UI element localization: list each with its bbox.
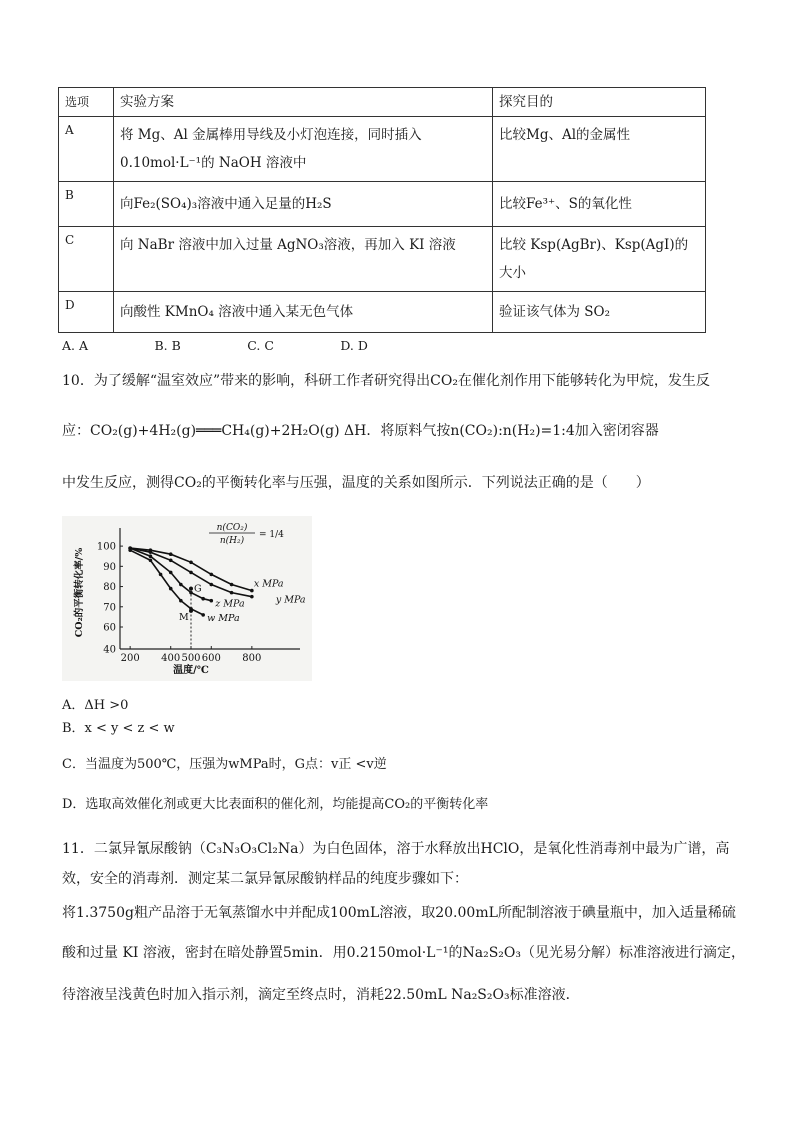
q10-line1: 10．为了缓解“温室效应”带来的影响，科研工作者研究得出CO₂在催化剂作用下能够转化为甲烷，发生反 xyxy=(62,373,710,389)
series-point xyxy=(128,548,132,552)
q11-line3: 将1.3750g粗产品溶于无氧蒸馏水中并配成100mL溶液，取20.00mL所配制溶液于碘量瓶中，加入适量稀硫 xyxy=(62,905,736,921)
table-row xyxy=(59,227,706,292)
ratio-denominator: n(H₂) xyxy=(219,536,245,546)
x-tick-label: 500 xyxy=(181,653,201,664)
x-tick-label: 400 xyxy=(161,653,181,664)
table-header: 选项 xyxy=(59,88,114,117)
x-tick-label: 800 xyxy=(242,653,262,664)
purpose-cell: 比较Mg、Al的金属性 xyxy=(493,117,706,182)
choice-d: D. D xyxy=(340,338,368,353)
annotation-label: G xyxy=(194,583,202,595)
conversion-chart xyxy=(62,516,312,681)
y-tick-label: 70 xyxy=(103,602,116,614)
series-point xyxy=(201,613,205,617)
series-point xyxy=(230,583,234,587)
series-point xyxy=(209,573,213,577)
series-point xyxy=(149,550,153,554)
y-tick-label: 40 xyxy=(103,644,116,656)
purpose-text: 大小 xyxy=(499,265,526,281)
series-point xyxy=(169,558,173,562)
series-label: w MPa xyxy=(207,612,240,624)
series-point xyxy=(149,558,153,562)
y-axis-label: CO₂的平衡转化率/% xyxy=(74,547,85,638)
q11-line4: 酸和过量 KI 溶液，密封在暗处静置5min．用0.2150mol·L⁻¹的Na₂S₂O₃（见光易分解）标准溶液进行滴定， xyxy=(62,945,745,961)
q10-option-d: D．选取高效催化剂或更大比表面积的催化剂，均能提高CO₂的平衡转化率 xyxy=(62,797,489,812)
ratio-numerator: n(CO₂) xyxy=(216,523,248,533)
y-tick-label: 100 xyxy=(96,541,116,553)
plan-cell xyxy=(114,117,493,182)
choice-b: B. B xyxy=(154,338,181,353)
series-label: z MPa xyxy=(215,598,245,610)
q11-line1: 11．二氯异氰尿酸钠（C₃N₃O₃Cl₂Na）为白色固体，溶于水释放出HClO，是氧化性消毒剂中最为广谱，高 xyxy=(62,841,730,857)
series-point xyxy=(189,560,193,564)
series-point xyxy=(169,552,173,556)
choice-c: C. C xyxy=(247,338,274,353)
plan-cell: 向Fe₂(SO₄)₃溶液中通入足量的H₂S xyxy=(114,182,493,227)
q10-line2: 应：CO₂(g)+4H₂(g)═══CH₄(g)+2H₂O(g) ΔH．将原料气按n(CO₂):n(H₂)=1:4加入密闭容器 xyxy=(62,423,659,439)
choice-a: A. A xyxy=(62,338,89,353)
option-cell: D xyxy=(59,292,114,333)
q11-line5: 待溶液呈浅黄色时加入指示剂，滴定至终点时，消耗22.50mL Na₂S₂O₃标准溶液． xyxy=(62,987,580,1003)
plan-text: 0.10mol·L⁻¹的 NaOH 溶液中 xyxy=(120,155,307,171)
series-point xyxy=(169,587,173,591)
q9-choices xyxy=(62,338,430,354)
annotation-point xyxy=(189,587,193,591)
annotation-label: M xyxy=(179,611,189,623)
q11-line2: 效，安全的消毒剂．测定某二氯异氰尿酸钠样品的纯度步骤如下： xyxy=(62,871,468,887)
options-table xyxy=(58,87,706,333)
series-point xyxy=(230,591,234,595)
series-point xyxy=(179,583,183,587)
x-tick-label: 200 xyxy=(120,653,140,664)
series-point xyxy=(189,571,193,575)
option-cell: C xyxy=(59,227,114,292)
purpose-cell: 比较Fe³⁺、S的氧化性 xyxy=(493,182,706,227)
table-header-row xyxy=(59,88,706,117)
series-point xyxy=(250,595,254,599)
purpose-text: 比较 Ksp(AgBr)、Ksp(AgI)的 xyxy=(499,237,689,253)
q10-option-b: B．x < y < z < w xyxy=(62,721,175,736)
q10-option-c: C．当温度为500℃，压强为wMPa时，G点：v正 <v逆 xyxy=(62,757,387,772)
x-axis-label: 温度/℃ xyxy=(173,665,209,676)
purpose-cell: 验证该气体为 SO₂ xyxy=(493,292,706,333)
table-row xyxy=(59,292,706,333)
table-row xyxy=(59,182,706,227)
series-point xyxy=(149,554,153,558)
series-point xyxy=(179,599,183,603)
series-point xyxy=(201,597,205,601)
y-tick-label: 80 xyxy=(103,582,116,594)
ratio-value: = 1/4 xyxy=(259,530,284,540)
plan-cell: 向 NaBr 溶液中加入过量 AgNO₃溶液，再加入 KI 溶液 xyxy=(114,227,493,292)
q10-line3: 中发生反应，测得CO₂的平衡转化率与压强，温度的关系如图所示．下列说法正确的是（ ） xyxy=(62,475,650,491)
y-tick-label: 60 xyxy=(103,622,116,634)
plan-cell: 向酸性 KMnO₄ 溶液中通入某无色气体 xyxy=(114,292,493,333)
table-header: 实验方案 xyxy=(114,88,493,117)
y-tick-label: 90 xyxy=(103,561,116,573)
annotation-point xyxy=(189,609,193,613)
series-point xyxy=(209,599,213,603)
table-header: 探究目的 xyxy=(493,88,706,117)
option-cell: A xyxy=(59,117,114,182)
table-row xyxy=(59,117,706,182)
x-tick-label: 600 xyxy=(201,653,221,664)
q10-option-a: A．ΔH >0 xyxy=(62,698,129,713)
series-label: y MPa xyxy=(275,594,306,606)
series-point xyxy=(159,573,163,577)
series-point xyxy=(169,571,173,575)
purpose-cell xyxy=(493,227,706,292)
option-cell: B xyxy=(59,182,114,227)
plan-text: 将 Mg、Al 金属棒用导线及小灯泡连接，同时插入 xyxy=(120,127,422,143)
series-point xyxy=(209,583,213,587)
series-label: x MPa xyxy=(253,578,284,590)
